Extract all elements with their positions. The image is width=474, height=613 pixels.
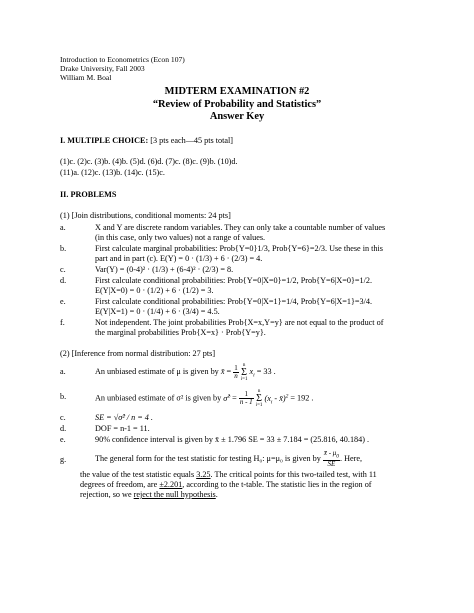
problem1-heading: (1) [Join distributions, conditional moments: 24 pts] — [60, 211, 231, 220]
p2-g-line1 — [95, 449, 362, 469]
p2-e-label: e. — [60, 435, 66, 444]
section1-heading-line — [60, 136, 233, 145]
mc-answers-line1: (1)c. (2)c. (3)b. (4)b. (5)d. (6)d. (7)c. (8)c. (9)b. (10)d. — [60, 157, 238, 166]
p1-d-line2: E(Y|X=0) = 0 · (1/2) + 6 · (1/2) = 3. — [95, 286, 214, 295]
p1-e-label: e. — [60, 297, 66, 306]
p2-b-line: An unbiased estimate of σ² is given by σ̂$^2$ = $\frac{1}{n - 1}$ n Σ i=1 ($x_i$ - x̄)$^2$ = 192 . — [95, 389, 314, 409]
summation-sign-2: n Σ i=1 — [255, 389, 263, 409]
p1-b-line1: First calculate marginal probabilities: Prob{Y=0}1/3, Prob{Y=6}=2/3. Use these in this — [95, 244, 383, 253]
section2-heading: II. PROBLEMS — [60, 190, 117, 199]
test-statistic-value: 3.25 — [196, 470, 211, 479]
problem2-heading: (2) [Inference from normal distribution: 27 pts] — [60, 349, 216, 358]
p2-g-text1: The general form for the test statistic for testing H₀: μ=μ₀ is given by — [95, 454, 323, 463]
document-header — [60, 56, 185, 82]
sigma-hat-symbol: σ̂$^2$ — [223, 393, 231, 403]
p2-b-label: b. — [60, 392, 67, 401]
p1-b-label: b. — [60, 244, 67, 253]
p1-d-label: d. — [60, 276, 67, 285]
p2-c-label: c. — [60, 413, 66, 422]
mc-answers-line2: (11)a. (12)c. (13)b. (14)c. (15)c. — [60, 168, 165, 177]
p2-b-result: = 192 . — [288, 393, 314, 403]
p2-g-line3: degrees of freedom, are ±2.201, according to the t-table. The statistic lies in the region of — [80, 480, 372, 489]
p1-e-line2: E(Y|X=1) = 0 · (1/4) + 6 · (3/4) = 4.5. — [95, 307, 220, 316]
p2-g-label: g. — [60, 455, 67, 464]
exam-title: MIDTERM EXAMINATION #2 — [164, 86, 310, 97]
p1-a-line1: X and Y are discrete random variables. They can only take a countable number of values — [95, 223, 386, 232]
author-name: William M. Boal — [60, 72, 112, 82]
p1-c-line1: Var(Y) = (0-4)² · (1/3) + (6-4)² · (2/3) = 8. — [95, 265, 234, 274]
p2-a-label: a. — [60, 367, 66, 376]
conclusion-text: reject the null hypothesis — [133, 490, 216, 499]
p2-b-text: An unbiased estimate of σ² is given by — [95, 393, 224, 403]
p2-g-text2: . Here, — [340, 454, 363, 463]
p2-a-result: = 33 . — [254, 367, 276, 376]
test-statistic-fraction: $\frac{x̄ - \mu_0}{SE}$ — [323, 448, 340, 469]
exam-subtitle: “Review of Probability and Statistics” — [152, 99, 322, 110]
p1-f-line1: Not independent. The joint probabilities Prob{X=x,Y=y} are not equal to the product of — [95, 318, 384, 327]
summation-sign: n Σ i=1 — [240, 362, 248, 382]
one-over-n-fraction: $\frac{1}{n}$ — [234, 363, 238, 380]
p2-c-text: SE = √σ̂² / n = 4 . — [95, 413, 153, 422]
p2-a-text: An unbiased estimate of μ is given by — [95, 367, 221, 376]
course-name: Introduction to Econometrics (Econ 107) — [60, 55, 185, 64]
school-name: Drake University, Fall 2003 — [60, 63, 145, 73]
p2-d-label: d. — [60, 424, 67, 433]
p2-g-line4: rejection, so we reject the null hypothesis. — [80, 490, 218, 499]
one-over-n-minus-1-fraction: $\frac{1}{n - 1}$ — [239, 390, 253, 407]
p2-d-text: DOF = n-1 = 11. — [95, 424, 150, 433]
critical-points-value: ±2.201 — [159, 480, 183, 489]
p2-e-text: 90% confidence interval is given by x̄ ± 1.796 SE = 33 ± 7.184 = (25.816, 40.184) . — [95, 435, 370, 444]
p1-a-label: a. — [60, 223, 66, 232]
p1-f-label: f. — [60, 318, 65, 327]
p1-b-line2: part and in part (c). E(Y) = 0 · (1/3) + 6 · (2/3) = 4. — [95, 254, 263, 263]
section1-points: [3 pts each—45 pts total] — [148, 136, 234, 145]
section1-heading: I. MULTIPLE CHOICE: — [60, 136, 149, 145]
p1-f-line2: the marginal probabilities Prob{X=x} · Prob{Y=y}. — [95, 328, 266, 337]
p1-e-line1: First calculate conditional probabilities: Prob{Y=0|X=1}=1/4, Prob{Y=6|X=1}=3/4. — [95, 297, 373, 306]
answer-key-title: Answer Key — [209, 111, 265, 122]
p1-a-line2: (in this case, only two values) not a range of values. — [95, 233, 266, 242]
xbar-symbol: x̄ — [220, 367, 225, 376]
p1-d-line1: First calculate conditional probabilities: Prob{Y=0|X=0}=1/2, Prob{Y=6|X=0}=1/2. — [95, 276, 373, 285]
p1-c-label: c. — [60, 265, 66, 274]
p2-a-line: An unbiased estimate of μ is given by x̄ = $\frac{1}{n}$ n Σ i=1 $x_i = 33$ . — [95, 362, 276, 382]
p2-g-line2: the value of the test statistic equals 3.25. The critical points for this two-tailed test, with 11 — [80, 470, 377, 479]
